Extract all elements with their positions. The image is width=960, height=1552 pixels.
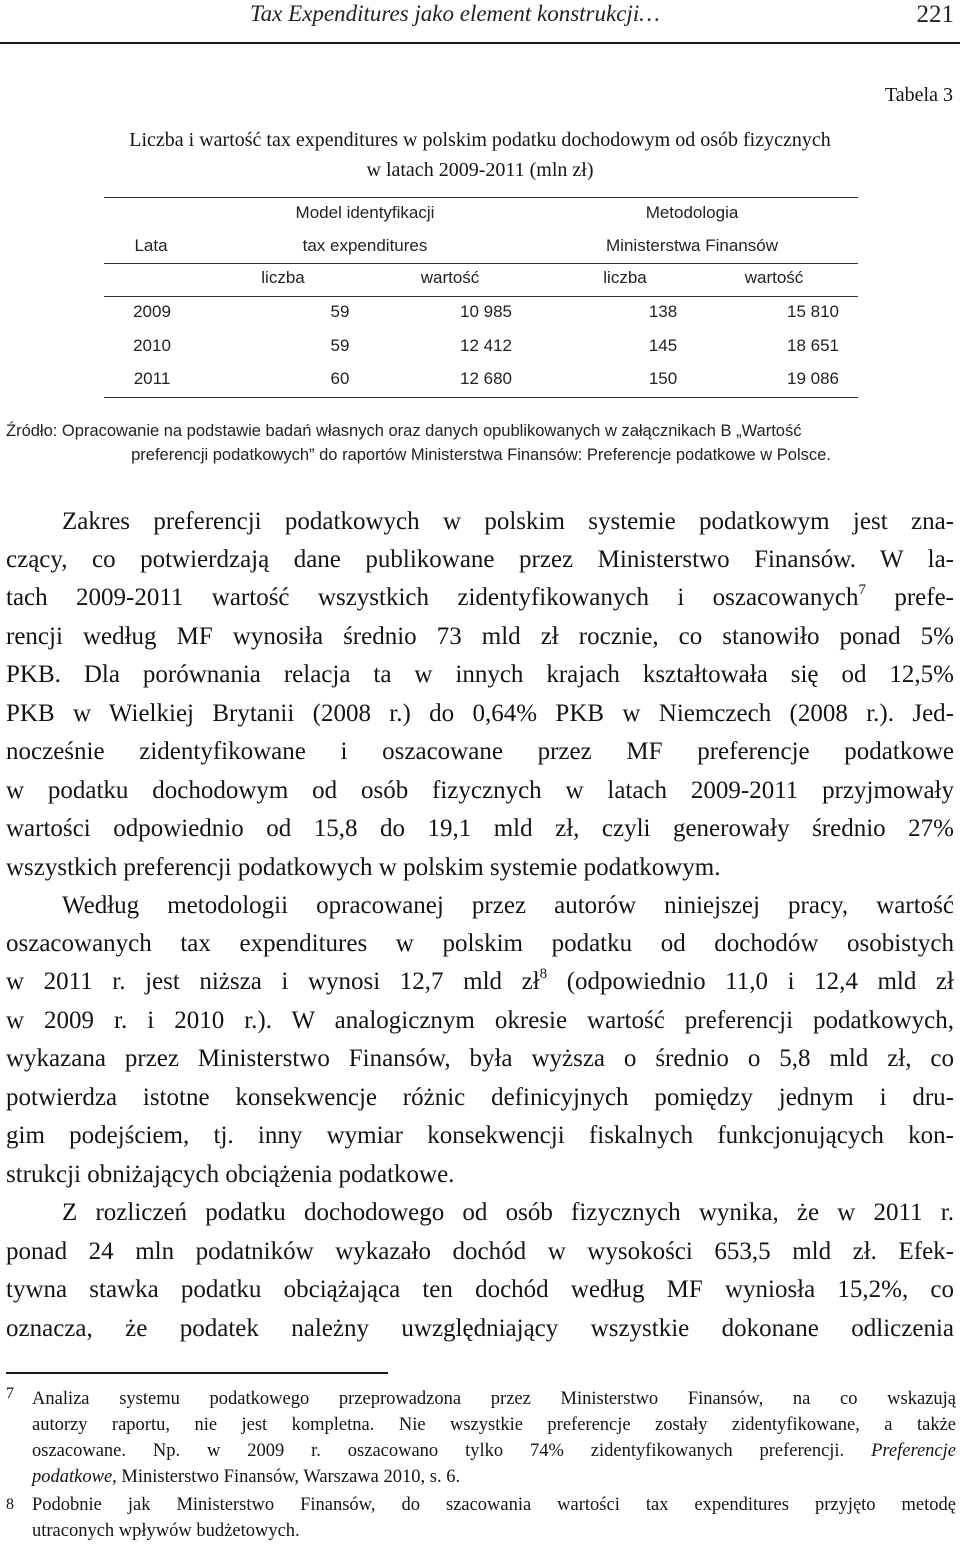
body-line: w podatku dochodowym od osób fizycznych w latach 2009-2011 przyjmowały <box>6 777 954 804</box>
table-cell: 10 985 <box>460 302 512 321</box>
table-cell-year: 2009 <box>133 302 171 321</box>
running-header <box>0 0 960 44</box>
footnote-ref-8: 8 <box>539 966 548 982</box>
footnote-marker-8: 8 <box>6 1496 14 1513</box>
sub-header: liczba <box>261 268 305 287</box>
body-line: gim podejściem, tj. inny wymiar konsekwencji fiskalnych funkcjonujących kon- <box>6 1122 954 1149</box>
body-line-text: tach 2009-2011 wartość wszystkich zidentyfikowanych i oszacowanych <box>6 584 859 611</box>
body-line: Z rozliczeń podatku dochodowego od osób fizycznych wynika, że w 2011 r. <box>62 1199 954 1226</box>
footnote-line <box>32 1465 956 1490</box>
table-cell-year: 2011 <box>133 369 171 388</box>
body-line: tywna stawka podatku obciążająca ten dochód według MF wyniosła 15,2%, co <box>6 1276 954 1303</box>
table-bottom-rule <box>104 397 858 398</box>
sub-header: wartość <box>420 268 480 287</box>
group-header-model-line1: Model identyfikacji <box>295 203 435 222</box>
body-line: oznacza, że podatek należny uwzględniający wszystkie dokonane odliczenia <box>6 1315 954 1342</box>
footnote-marker-7: 7 <box>6 1385 14 1402</box>
footnote-citation-title: podatkowe <box>32 1467 113 1487</box>
group-header-mf-line2: Ministerstwa Finansów <box>606 236 778 255</box>
table-cell: 138 <box>648 302 678 321</box>
group-header-model-line2: tax expenditures <box>302 236 428 255</box>
group-header-mf-line1: Metodologia <box>645 203 739 222</box>
body-line: wszystkich preferencji podatkowych w polskim systemie podatkowym. <box>6 854 721 881</box>
body-line: strukcji obniżających obciążenia podatkowe. <box>6 1161 455 1188</box>
body-line-text: prefe- <box>865 584 954 611</box>
body-line: w 2009 r. i 2010 r.). W analogicznym okresie wartość preferencji podatkowych, <box>6 1007 954 1034</box>
source-note-line1: Źródło: Opracowanie na podstawie badań własnych oraz danych opublikowanych w załącznikach B „Wartość <box>6 422 802 440</box>
table-cell: 59 <box>330 302 350 321</box>
table-header-rule <box>104 263 858 264</box>
table-cell: 12 680 <box>460 369 512 388</box>
footnote-line: Analiza systemu podatkowego przeprowadzona przez Ministerstwo Finansów, na co wskazują <box>32 1389 956 1409</box>
page-number: 221 <box>916 1 954 28</box>
table-cell: 150 <box>648 369 678 388</box>
footnote-line: utraconych wpływów budżetowych. <box>32 1521 300 1541</box>
table-cell: 59 <box>330 336 350 355</box>
body-line: wartości odpowiednio od 15,8 do 19,1 mld zł, czyli generowały średnio 27% <box>6 815 954 842</box>
body-line: Zakres preferencji podatkowych w polskim systemie podatkowym jest zna- <box>62 508 954 535</box>
sub-header: wartość <box>744 268 804 287</box>
table-cell-year: 2010 <box>133 336 171 355</box>
body-line: rencji według MF wynosiła średnio 73 mld zł rocznie, co stanowiło ponad 5% <box>6 623 954 650</box>
footnote-line: Podobnie jak Ministerstwo Finansów, do szacowania wartości tax expenditures przyjęto metodę <box>32 1495 956 1515</box>
table-cell: 15 810 <box>787 302 839 321</box>
footnote-line <box>32 1439 956 1464</box>
body-line-text: (odpowiednio 11,0 i 12,4 mld zł <box>547 968 954 995</box>
body-line: potwierdza istotne konsekwencje różnic definicyjnych pomiędzy jednym i dru- <box>6 1084 954 1111</box>
sub-header: liczba <box>603 268 647 287</box>
table-cell: 19 086 <box>787 369 839 388</box>
footnote-line-text: oszacowane. Np. w 2009 r. oszacowano tylko 74% zidentyfikowanych preferencji. <box>32 1441 872 1461</box>
table-top-rule <box>104 197 858 198</box>
source-note <box>6 419 956 467</box>
footnote-rule <box>6 1372 388 1374</box>
running-title: Tax Expenditures jako element konstrukcji… <box>250 1 660 26</box>
table-title-line2: w latach 2009-2011 (mln zł) <box>366 159 594 181</box>
footnote-line-text: , Ministerstwo Finansów, Warszawa 2010, s. 6. <box>112 1467 461 1487</box>
body-line: PKB w Wielkiej Brytanii (2008 r.) do 0,64% PKB w Niemczech (2008 r.). Jed- <box>6 700 954 727</box>
footnote-line: autorzy raportu, nie jest kompletna. Nie wszystkie preferencje zostały zidentyfikowane, a także <box>32 1415 956 1435</box>
body-line <box>6 962 954 1002</box>
body-line: ponad 24 mln podatników wykazało dochód w wysokości 653,5 mld zł. Efek- <box>6 1238 954 1265</box>
body-line: nocześnie zidentyfikowane i oszacowane przez MF preferencje podatkowe <box>6 738 954 765</box>
source-note-line2: preferencji podatkowych” do raportów Ministerstwa Finansów: Preferencje podatkowe w Polsce. <box>131 446 831 464</box>
footnote-citation-title: Preferencje <box>871 1441 956 1461</box>
body-line-text: w 2011 r. jest niższa i wynosi 12,7 mld zł <box>6 968 540 995</box>
body-line: czący, co potwierdzają dane publikowane przez Ministerstwo Finansów. W la- <box>6 546 954 573</box>
table-subheader-rule <box>104 296 858 297</box>
table-cell: 60 <box>330 369 350 388</box>
body-line: oszacowanych tax expenditures w polskim podatku od dochodów osobistych <box>6 930 954 957</box>
table-cell: 12 412 <box>460 336 512 355</box>
col-header-year: Lata <box>134 236 168 255</box>
table-label: Tabela 3 <box>884 84 953 106</box>
table-cell: 18 651 <box>787 336 839 355</box>
body-line: Według metodologii opracowanej przez autorów niniejszej pracy, wartość <box>62 892 954 919</box>
table-title-line1: Liczba i wartość tax expenditures w polskim podatku dochodowym od osób fizycznych <box>129 129 831 151</box>
body-line <box>6 578 954 618</box>
body-line: wykazana przez Ministerstwo Finansów, była wyższa o średnio o 5,8 mld zł, co <box>6 1045 954 1072</box>
footnote-ref-7: 7 <box>858 582 866 598</box>
body-line: PKB. Dla porównania relacja ta w innych krajach kształtowała się od 12,5% <box>6 661 954 688</box>
table-cell: 145 <box>648 336 678 355</box>
